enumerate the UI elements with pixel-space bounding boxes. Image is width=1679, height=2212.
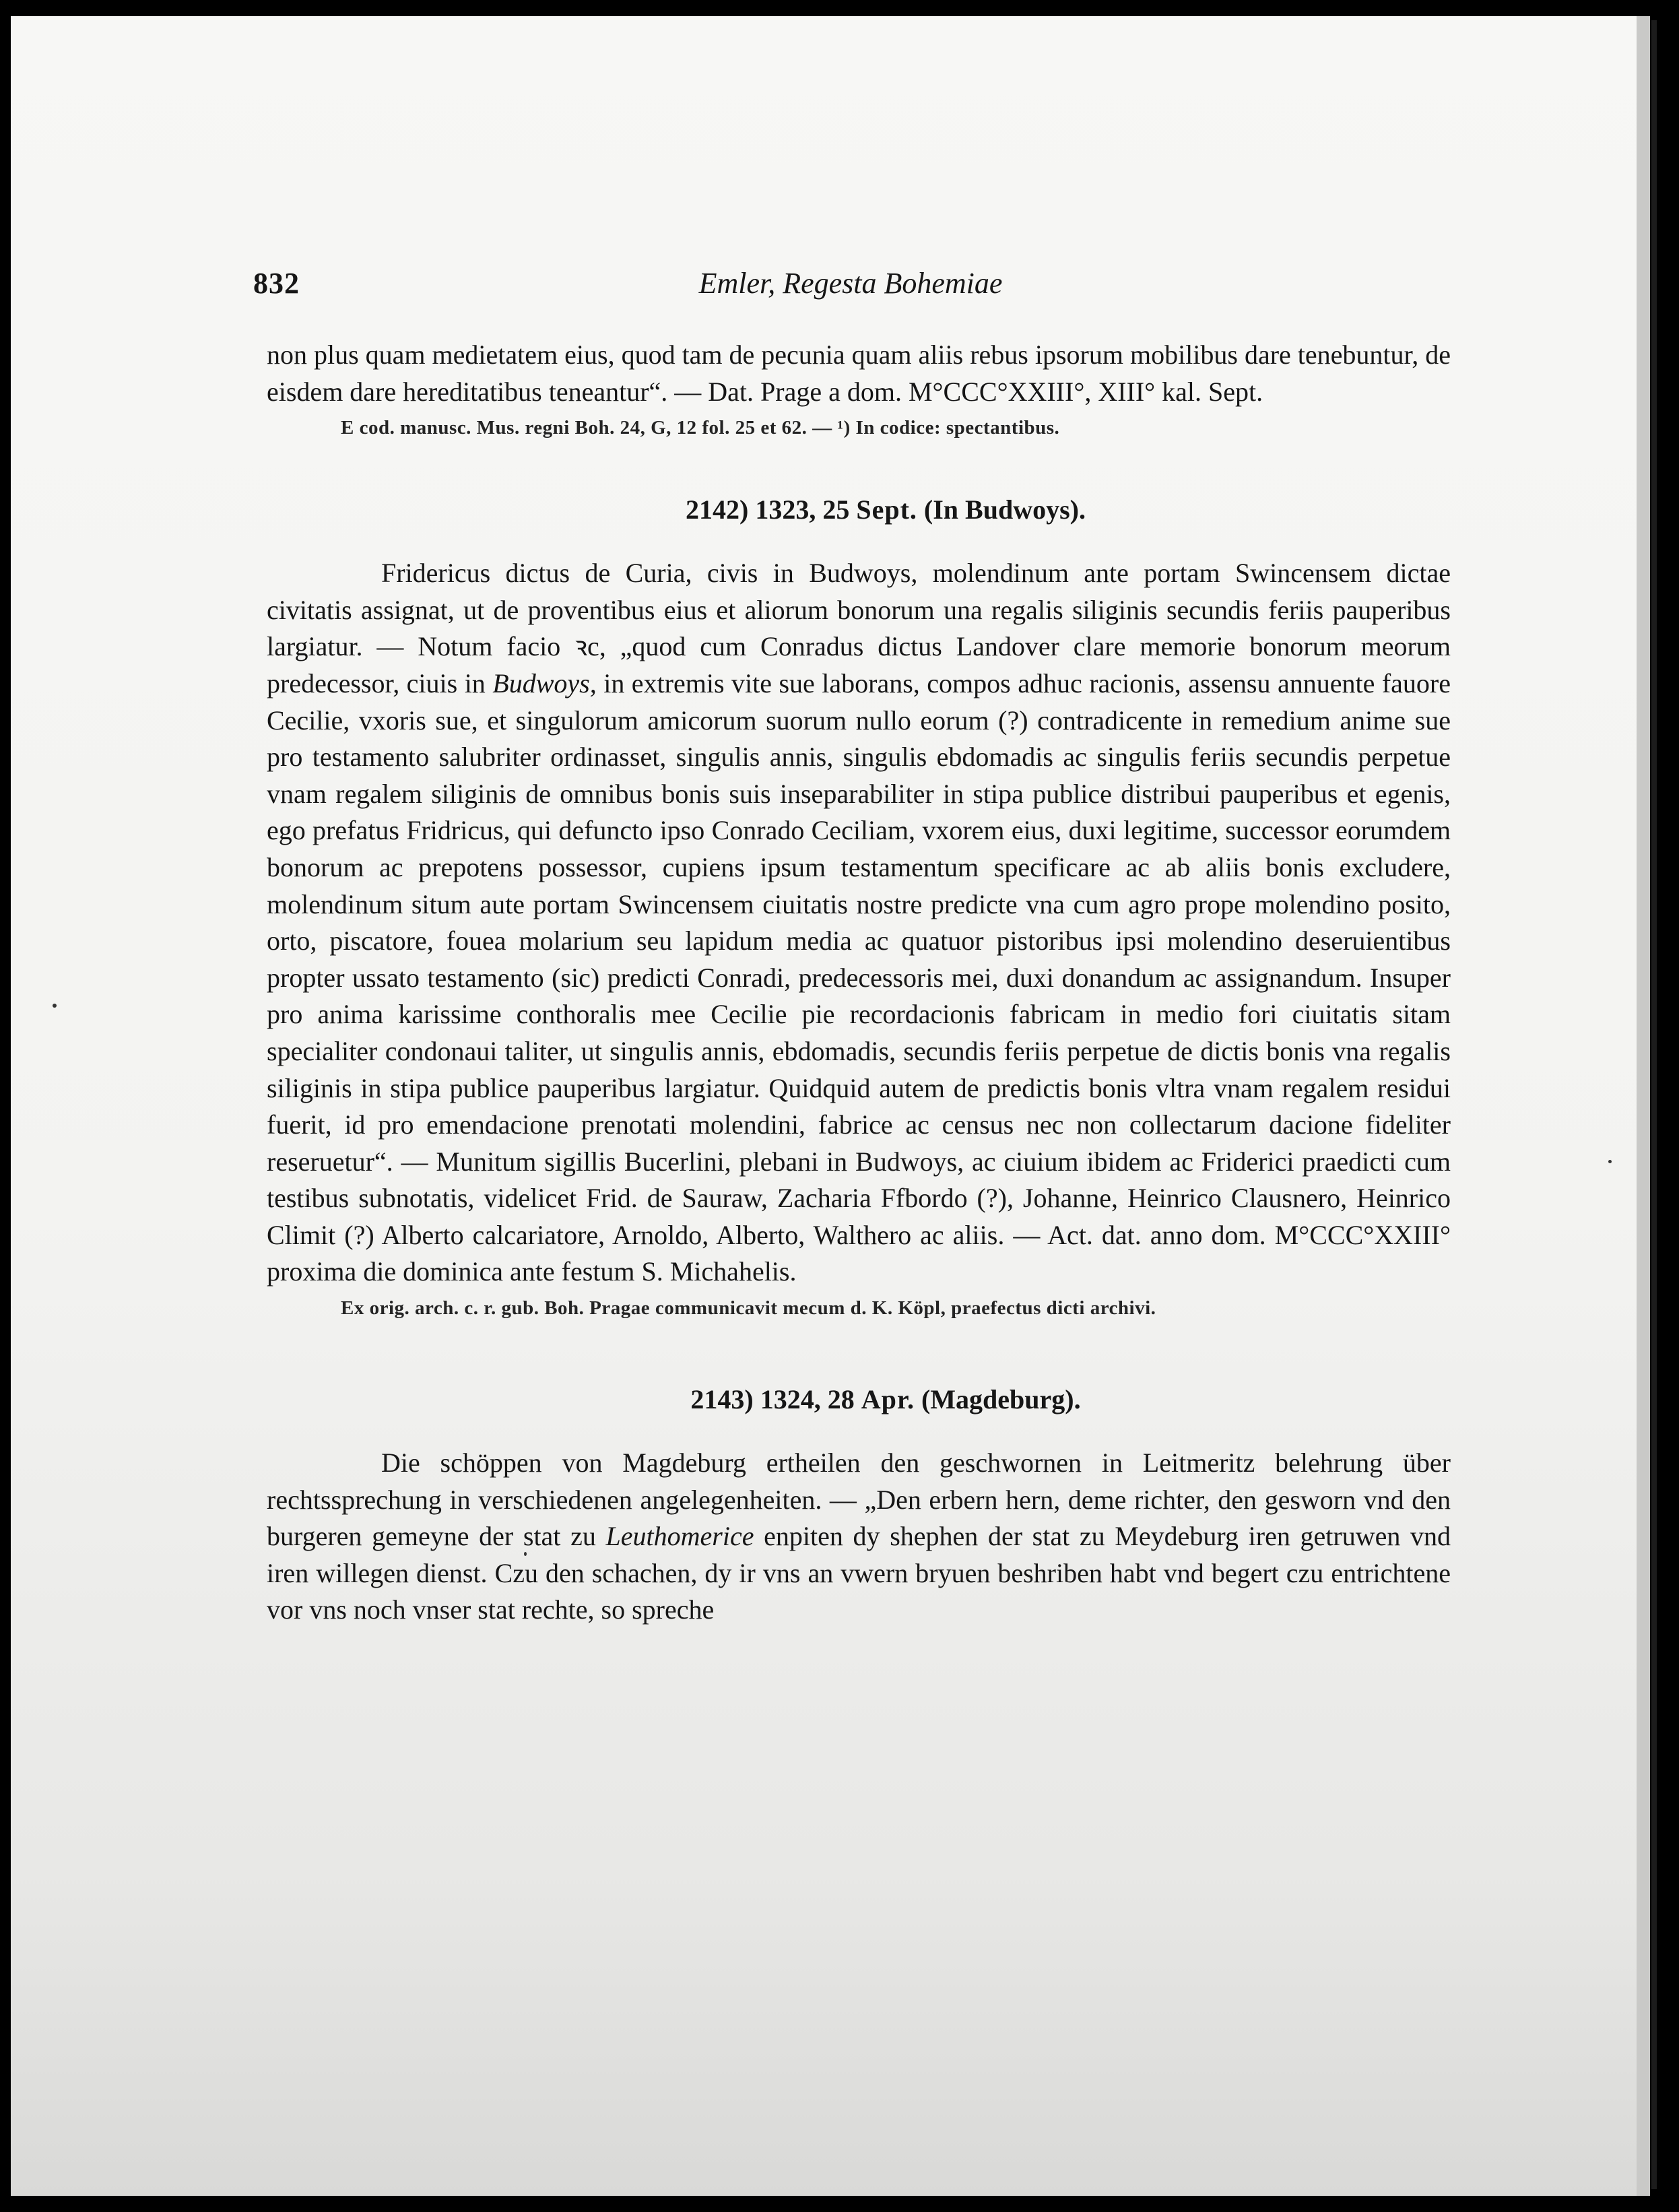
entry-text-part: Die schöppen von Magdeburg ertheilen den geschwornen in Leitmeritz belehrung über rechtssprechung in verschiedenen angelegenheiten. — „Den erbern hern, deme richter, den gesworn vnd den burgeren gemeyne der stat zu	[267, 1447, 1451, 1552]
entry-date-day: 25	[822, 494, 850, 525]
continuation-paragraph: non plus quam medietatem eius, quod tam de pecunia quam aliis rebus ipsorum mobilibus dare tenebuntur, de eisdem dare hereditatibus teneantur“. — Dat. Prage a dom. M°CCC°XXIII°, XIII° kal. Sept.	[267, 339, 1451, 407]
scan-speck	[1608, 1160, 1612, 1163]
scan-speck	[524, 1552, 527, 1556]
entry-text-part: in extremis vite sue laborans, compos adhuc racionis, assensu annuente fauore Cecilie, vxoris sue, et singulorum amicorum suorum nullo eorum (?) contradicente in remedium anime sue pro testamento salubriter ordinasset, singulis annis, singulis ebdomadis ac singulis feriis secundis perpetue vnam regalem siliginis de omnibus bonis suis inseparabiliter in stipa publice distribui pauperibus et egenis, ego prefatus Fridricus, qui defuncto ipso Conrado Ceciliam, vxorem eius, duxi legitime, successor eorumdem bonorum ac prepotens possessor, cupiens ipsum testamentum specificare ac ab aliis bonis excludere, molendinum situm aute portam Swincensem ciuitatis nostre predicte vna cum agro prope molendino posito, orto, piscatore, fouea molarium seu lapidum media ac quatuor pistoribus ipsi molendino deseruientibus propter ussato testamento (sic) predicti Conradi, predecessoris mei, duxi donandum ac assignandum. Insuper pro anima karissime conthoralis mee Cecilie pie recordacionis fabricam in medio fori ciuitatis sitam specialiter condonaui taliter, ut singulis annis, ebdomadis, secundis feriis perpetue de dictis bonis vna regalis siliginis in stipa publice pauperibus largiatur. Quidquid autem de predictis bonis vltra vnam regalem residui fuerit, id pro emendacione prenotati molendini, fabrice ac census nec non collectarum dacione fideliter reseruetur“. — Munitum sigillis Bucerlini, plebani in Budwoys, ac ciuium ibidem ac Friderici praedicti cum testibus subnotatis, videlicet Frid. de Sauraw, Zacharia Ffbordo (?), Johanne, Heinrico Clausnero, Heinrico Climit (?) Alberto calcariatore, Arnoldo, Alberto, Walthero ac aliis. — Act. dat. anno dom. M°CCC°XXIII° proxima die dominica ante festum S. Michahelis.	[267, 668, 1451, 1287]
entry-date-year: 1323,	[755, 494, 816, 525]
entry-number: 2143)	[690, 1384, 754, 1415]
scan-speck	[53, 1004, 57, 1008]
page-edge	[1637, 16, 1650, 2196]
entry-place: (In Budwoys).	[923, 494, 1086, 525]
entry-heading-2142	[294, 494, 1478, 525]
page-header	[253, 266, 1448, 313]
entry-date-year: 1324,	[760, 1384, 821, 1415]
entry-body-2142	[267, 555, 1451, 1291]
running-title: Emler, Regesta Bohemiae	[698, 267, 1003, 300]
page-number: 832	[253, 267, 300, 300]
entry-source-note-2142: Ex orig. arch. c. r. gub. Boh. Pragae communicavit mecum d. K. Köpl, praefectus dicti archivi.	[341, 1297, 1156, 1320]
entry-number: 2142)	[686, 494, 749, 525]
continuation-source-note: E cod. manusc. Mus. regni Boh. 24, G, 12 fol. 25 et 62. — ¹) In codice: spectantibus.	[341, 417, 1060, 439]
entry-date-month: Apr.	[861, 1384, 915, 1415]
entry-text-part: enpiten dy shephen der stat zu Meydeburg iren getruwen vnd iren willegen dienst. Czu den schachen, dy ir vns an vwern bryuen beshriben habt vnd begert czu entrichtene vor vns noch vnser stat rechte, so spreche	[267, 1521, 1451, 1625]
entry-text-italic: Budwoys,	[492, 668, 597, 698]
entry-heading-2143	[294, 1384, 1478, 1415]
entry-place: (Magdeburg).	[921, 1384, 1081, 1415]
entry-text-italic: Leuthomerice	[605, 1521, 754, 1552]
entry-date-day: 28	[827, 1384, 855, 1415]
entry-date-month: Sept.	[856, 494, 917, 525]
page-content	[267, 337, 1451, 1629]
entry-text-part: Fridericus dictus de Curia, civis in Budwoys, molendinum ante portam Swincensem dictae civitatis assignat, ut de proventibus eius et aliorum bonorum una regalis siliginis secundis feriis pauperibus largiatur. — Notum facio ꝛc, „quod cum Conradus dictus Landover clare memorie bonorum meorum predecessor, ciuis in	[267, 558, 1451, 698]
binding-edge	[1651, 20, 1657, 2189]
entry-body-2143	[267, 1445, 1451, 1629]
